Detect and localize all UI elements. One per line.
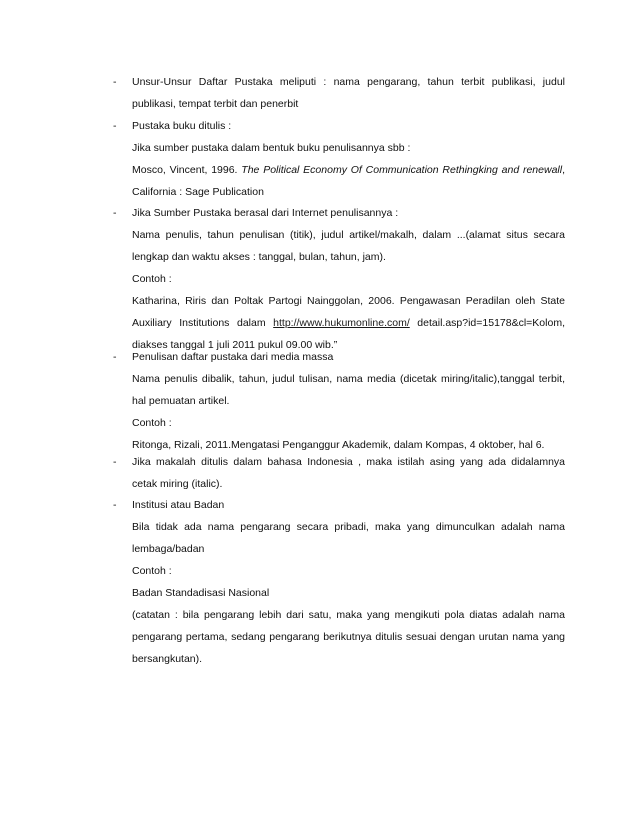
list-item-unsur	[113, 71, 565, 115]
link-suffix: detail.asp?id=15178&cl=Kolom,	[409, 317, 565, 329]
bullet-dash: -	[113, 207, 117, 219]
text-line: diakses tanggal 1 juli 2011 pukul 09.00 wib.”	[132, 339, 338, 351]
book-reference	[132, 159, 565, 181]
text-line: lengkap dan waktu akses : tanggal, bulan, tahun, jam).	[132, 251, 386, 263]
text-line: Penulisan daftar pustaka dari media massa	[132, 351, 334, 363]
text-line: Ritonga, Rizali, 2011.Mengatasi Penganggur Akademik, dalam Kompas, 4 oktober, hal 6.	[132, 439, 545, 451]
bullet-dash: -	[113, 76, 117, 88]
reference-with-link	[132, 312, 565, 334]
link-prefix: Auxiliary Institutions dalam	[132, 317, 274, 329]
text-line: California : Sage Publication	[132, 186, 264, 198]
list-item-bahasa	[113, 451, 565, 495]
text-line: Badan Standadisasi Nasional	[132, 587, 270, 599]
text-line: Bila tidak ada nama pengarang secara pribadi, maka yang dimunculkan adalah nama	[132, 521, 565, 533]
reference-author: Mosco, Vincent, 1996.	[132, 164, 242, 176]
bullet-dash: -	[113, 499, 117, 511]
reference-title: The Political Economy Of Communication Rethingking and renewall	[241, 164, 563, 176]
list-item-pustaka-buku	[113, 115, 565, 203]
text-line: Jika sumber pustaka dalam bentuk buku penulisannya sbb :	[132, 142, 411, 154]
bullet-dash: -	[113, 351, 117, 363]
list-item-internet	[113, 202, 565, 356]
text-line: cetak miring (italic).	[132, 478, 223, 490]
list-item-media-massa	[113, 346, 565, 456]
text-line: Contoh :	[132, 417, 172, 429]
hukumonline-link[interactable]: http://www.hukumonline.com/	[273, 317, 410, 329]
bullet-dash: -	[113, 456, 117, 468]
text-line: Katharina, Riris dan Poltak Partogi Nainggolan, 2006. Pengawasan Peradilan oleh State	[132, 295, 565, 307]
text-line: hal pemuatan artikel.	[132, 395, 230, 407]
text-line: lembaga/badan	[132, 543, 205, 555]
text-line: publikasi, tempat terbit dan penerbit	[132, 98, 299, 110]
text-line: Nama penulis dibalik, tahun, judul tulisan, nama media (dicetak miring/italic),tanggal terbit,	[132, 373, 565, 385]
reference-punct: ,	[562, 164, 565, 176]
text-line: Contoh :	[132, 565, 172, 577]
text-line: Unsur-Unsur Daftar Pustaka meliputi : nama pengarang, tahun terbit publikasi, judul	[132, 76, 565, 88]
text-line: Jika Sumber Pustaka berasal dari Internet penulisannya :	[132, 207, 399, 219]
text-line: Pustaka buku ditulis :	[132, 120, 232, 132]
text-line: Nama penulis, tahun penulisan (titik), judul artikel/makalh, dalam ...(alamat situs secara	[132, 229, 565, 241]
list-item-institusi	[113, 494, 565, 670]
text-line: Jika makalah ditulis dalam bahasa Indonesia , maka istilah asing yang ada didalamnya	[132, 456, 565, 468]
text-line: bersangkutan).	[132, 653, 203, 665]
text-line: (catatan : bila pengarang lebih dari satu, maka yang mengikuti pola diatas adalah nama	[132, 609, 565, 621]
text-line: Contoh :	[132, 273, 172, 285]
bullet-dash: -	[113, 120, 117, 132]
text-line: Institusi atau Badan	[132, 499, 225, 511]
text-line: pengarang pertama, sedang pengarang berikutnya ditulis sesuai dengan urutan nama yang	[132, 631, 565, 643]
